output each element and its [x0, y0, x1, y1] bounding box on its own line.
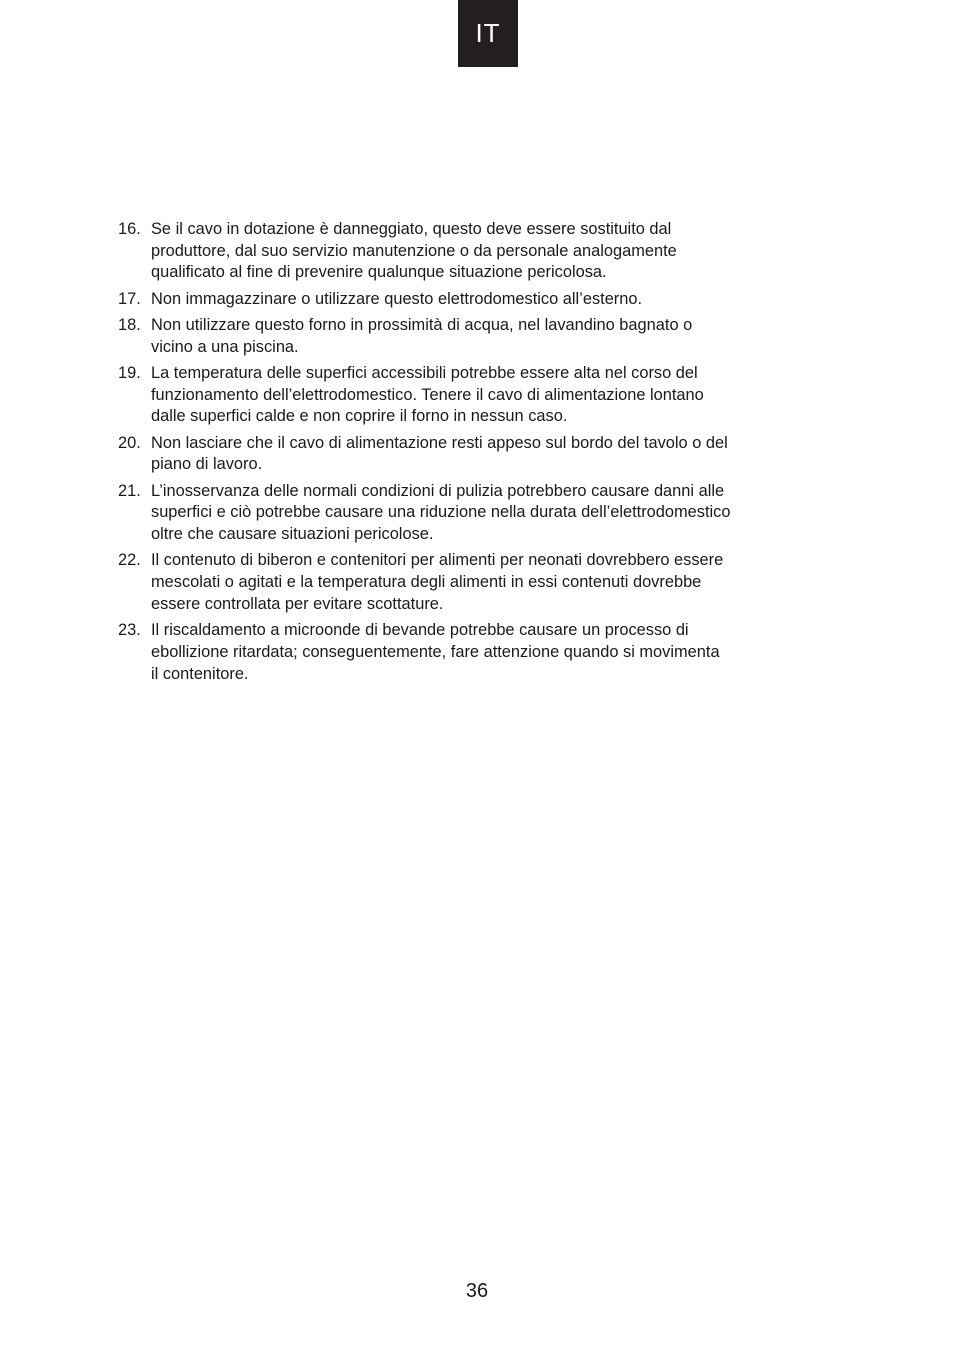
item-number: 22. [118, 551, 141, 570]
list-item [118, 433, 828, 476]
item-text: Non immagazzinare o utilizzare questo elettrodomestico all’esterno. [151, 289, 643, 308]
item-text: L’inosservanza delle normali condizioni di pulizia potrebbero causare danni alle superfici e ciò potrebbe causare una riduzione nella durata dell’elettrodomestico oltre che causare situazioni pericolose. [151, 481, 731, 544]
item-text: Non utilizzare questo forno in prossimità di acqua, nel lavandino bagnato o vicino a una piscina. [151, 316, 693, 356]
item-number: 17. [118, 289, 141, 308]
list-item [118, 481, 828, 546]
list-item [118, 550, 828, 615]
item-number: 16. [118, 220, 141, 238]
item-text: La temperatura delle superfici accessibili potrebbe essere alta nel corso del funzionamento dell’elettrodomestico. Tenere il cavo di alimentazione lontano dalle superfici calde e non coprire il forno in nessun caso. [151, 364, 704, 426]
language-tab [458, 0, 518, 67]
item-number: 21. [118, 481, 141, 500]
item-text: Non lasciare che il cavo di alimentazione resti appeso sul bordo del tavolo o del piano di lavoro. [151, 433, 728, 474]
item-number: 19. [118, 364, 141, 382]
item-number: 20. [118, 433, 141, 452]
safety-instructions-list [118, 219, 828, 690]
list-item [118, 219, 828, 284]
item-text: Se il cavo in dotazione è danneggiato, questo deve essere sostituito dal produttore, dal suo servizio manutenzione o da personale analogamente qualificato al fine di prevenire qualunque situazione pericolosa. [151, 220, 677, 282]
list-item [118, 289, 828, 311]
item-number: 23. [118, 621, 141, 640]
list-item [118, 363, 828, 428]
language-code: IT [475, 18, 501, 48]
item-text: Il riscaldamento a microonde di bevande potrebbe causare un processo di ebollizione ritardata; conseguentemente, fare attenzione quando si movimenta il contenitore. [151, 621, 720, 683]
list-item [118, 620, 828, 685]
item-number: 18. [118, 316, 141, 334]
page-number: 36 [465, 1280, 489, 1302]
list-item [118, 315, 828, 358]
item-text: Il contenuto di biberon e contenitori per alimenti per neonati dovrebbero essere mescolati o agitati e la temperatura degli alimenti in essi contenuti dovrebbe essere controllata per evitare scottature. [151, 551, 724, 613]
